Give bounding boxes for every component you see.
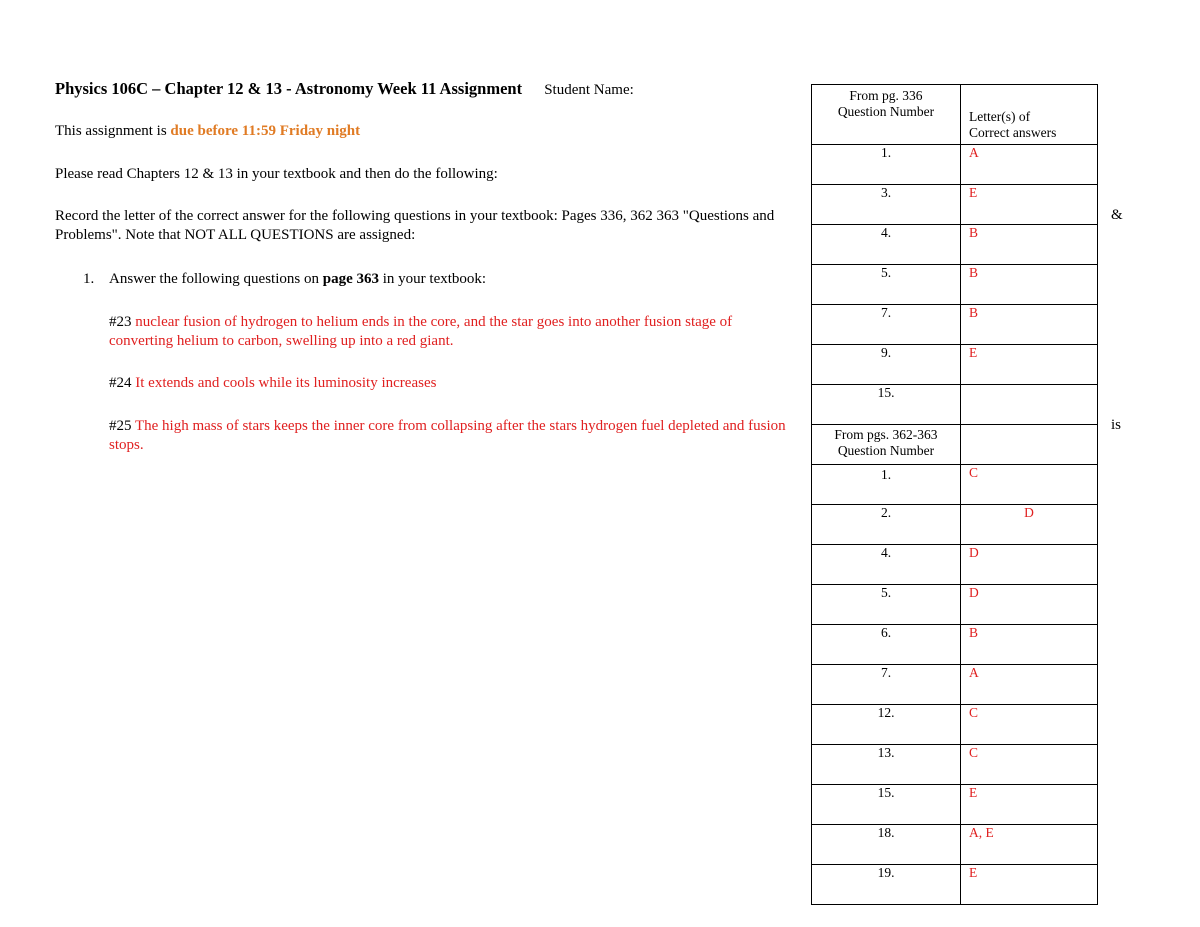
table-row <box>812 825 1098 865</box>
answer-cell: A <box>961 145 1098 185</box>
question-cell: 12. <box>812 705 961 745</box>
answer-cell: B <box>961 625 1098 665</box>
overflow-ampersand: & <box>1111 207 1123 223</box>
item-text-after: in your textbook: <box>378 271 487 287</box>
list-item-1 <box>83 270 486 289</box>
list-item-number: 1. <box>83 271 95 287</box>
read-instruction: Please read Chapters 12 & 13 in your textbook and then do the following: <box>55 166 498 182</box>
answer-cell: C <box>961 705 1098 745</box>
answer-label: #24 <box>109 375 136 391</box>
answer-cell: E <box>961 185 1098 225</box>
answer-text: nuclear fusion of hydrogen to helium ends in the core, and the star goes into another fusion stage of converting helium to carbon, swelling up into a red giant. <box>109 314 733 349</box>
question-cell: 1. <box>812 465 961 505</box>
answer-text: It extends and cools while its luminosity increases <box>135 375 437 391</box>
table-row <box>812 225 1098 265</box>
answer-label: #23 <box>109 314 136 330</box>
header-letters <box>961 85 1098 145</box>
table-row <box>812 745 1098 785</box>
table-row <box>812 265 1098 305</box>
table-row <box>812 345 1098 385</box>
table-row <box>812 505 1098 545</box>
subheader-empty <box>961 425 1098 465</box>
table-row <box>812 465 1098 505</box>
answer-cell: B <box>961 305 1098 345</box>
answer-23 <box>109 313 789 351</box>
question-cell: 19. <box>812 865 961 905</box>
answer-cell: E <box>961 345 1098 385</box>
question-cell: 2. <box>812 505 961 545</box>
student-name-label: Student Name: <box>544 82 634 98</box>
header-line: Letter(s) of <box>969 109 1031 124</box>
subheader-question-number <box>812 425 961 465</box>
table-header-row <box>812 85 1098 145</box>
question-cell: 1. <box>812 145 961 185</box>
question-cell: 6. <box>812 625 961 665</box>
table-row <box>812 785 1098 825</box>
answer-cell: B <box>961 265 1098 305</box>
answer-cell: E <box>961 785 1098 825</box>
answer-cell: A <box>961 665 1098 705</box>
table-row <box>812 665 1098 705</box>
table-subheader-row <box>812 425 1098 465</box>
question-cell: 7. <box>812 665 961 705</box>
table-row <box>812 145 1098 185</box>
table-row <box>812 625 1098 665</box>
due-prefix: This assignment is <box>55 123 171 139</box>
question-cell: 15. <box>812 785 961 825</box>
table-row <box>812 865 1098 905</box>
record-instruction: Record the letter of the correct answer for the following questions in your textbook: Pages 336, 362 363 "Questions and Problems". Note that NOT ALL QUESTIONS are assigned: <box>55 208 775 243</box>
overflow-is: is <box>1111 417 1122 433</box>
answer-text: The high mass of stars keeps the inner core from collapsing after the stars hydrogen fuel depleted and fusion stops. <box>109 418 786 453</box>
item-page-bold: page 363 <box>322 271 379 287</box>
header-line: Correct answers <box>969 125 1057 140</box>
assignment-title <box>55 79 634 100</box>
answer-cell: C <box>961 745 1098 785</box>
answer-cell: D <box>961 585 1098 625</box>
question-cell: 9. <box>812 345 961 385</box>
answer-cell: D <box>961 545 1098 585</box>
question-cell: 4. <box>812 225 961 265</box>
item-text-before: Answer the following questions on <box>109 271 323 287</box>
table-row <box>812 705 1098 745</box>
table-row <box>812 385 1098 425</box>
table-row <box>812 585 1098 625</box>
answer-cell: B <box>961 225 1098 265</box>
due-line <box>55 122 360 141</box>
question-cell: 5. <box>812 585 961 625</box>
answers-table <box>811 84 1098 905</box>
header-line: From pgs. 362-363 <box>834 427 938 442</box>
answer-25 <box>109 417 789 455</box>
answer-cell: D <box>961 505 1098 545</box>
question-cell: 13. <box>812 745 961 785</box>
table-row <box>812 185 1098 225</box>
answer-cell <box>961 385 1098 425</box>
header-question-number <box>812 85 961 145</box>
answer-cell: E <box>961 865 1098 905</box>
question-cell: 5. <box>812 265 961 305</box>
table-row <box>812 305 1098 345</box>
answer-cell: A, E <box>961 825 1098 865</box>
table-row <box>812 545 1098 585</box>
header-line: Question Number <box>837 104 935 119</box>
answer-cell: C <box>961 465 1098 505</box>
due-highlight: due before 11:59 Friday night <box>170 123 361 139</box>
header-line: Question Number <box>837 443 935 458</box>
question-cell: 18. <box>812 825 961 865</box>
header-line: From pg. 336 <box>849 88 923 103</box>
question-cell: 7. <box>812 305 961 345</box>
question-cell: 15. <box>812 385 961 425</box>
answer-label: #25 <box>109 418 135 434</box>
question-cell: 4. <box>812 545 961 585</box>
title-text: Physics 106C – Chapter 12 & 13 - Astronomy Week 11 Assignment <box>55 79 523 98</box>
answer-24 <box>109 374 789 393</box>
question-cell: 3. <box>812 185 961 225</box>
